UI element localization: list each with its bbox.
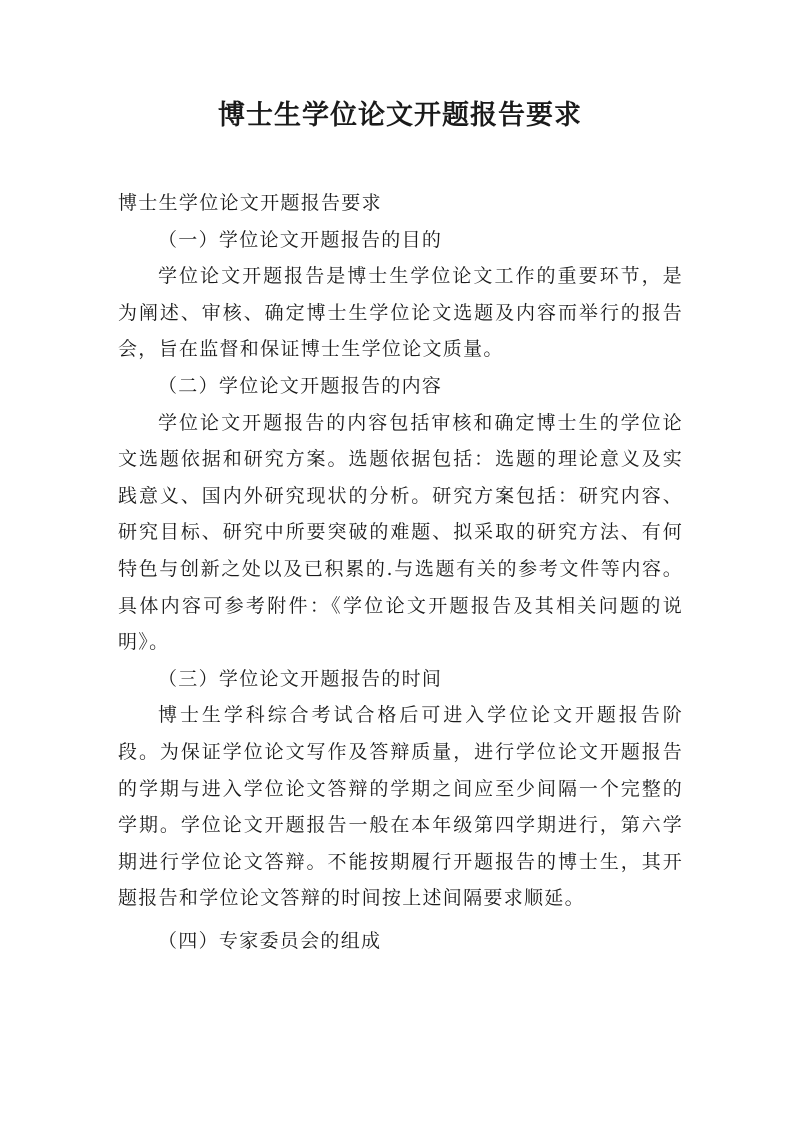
document-body bbox=[118, 185, 683, 959]
document-title: 博士生学位论文开题报告要求 bbox=[218, 100, 582, 131]
section-paragraph-time: 博士生学科综合考试合格后可进入学位论文开题报告阶段。为保证学位论文写作及答辩质量，进行学位论文开题报告的学期与进入学位论文答辩的学期之间应至少间隔一个完整的学期。学位论文开题报告一般在本年级第四学期进行，第六学期进行学位论文答辩。不能按期履行开题报告的博士生，其开题报告和学位论文答辩的时间按上述间隔要求顺延。 bbox=[118, 704, 683, 910]
section-heading-content: （二）学位论文开题报告的内容 bbox=[158, 374, 443, 397]
section-paragraph-purpose: 学位论文开题报告是博士生学位论文工作的重要环节，是为阐述、审核、确定博士生学位论文选题及内容而举行的报告会，旨在监督和保证博士生学位论文质量。 bbox=[118, 265, 683, 361]
section-paragraph-content: 学位论文开题报告的内容包括审核和确定博士生的学位论文选题依据和研究方案。选题依据包括：选题的理论意义及实践意义、国内外研究现状的分析。研究方案包括：研究内容、研究目标、研究中所要突破的难题、拟采取的研究方法、有何特色与创新之处以及已积累的.与选题有关的参考文件等内容。具体内容可参考附件：《学位论文开题报告及其相关问题的说明》。 bbox=[118, 411, 683, 654]
section-heading-purpose: （一）学位论文开题报告的目的 bbox=[158, 228, 443, 251]
body-subtitle: 博士生学位论文开题报告要求 bbox=[118, 192, 382, 214]
section-heading-committee: （四）专家委员会的组成 bbox=[158, 929, 382, 952]
section-heading-time: （三）学位论文开题报告的时间 bbox=[158, 667, 443, 690]
